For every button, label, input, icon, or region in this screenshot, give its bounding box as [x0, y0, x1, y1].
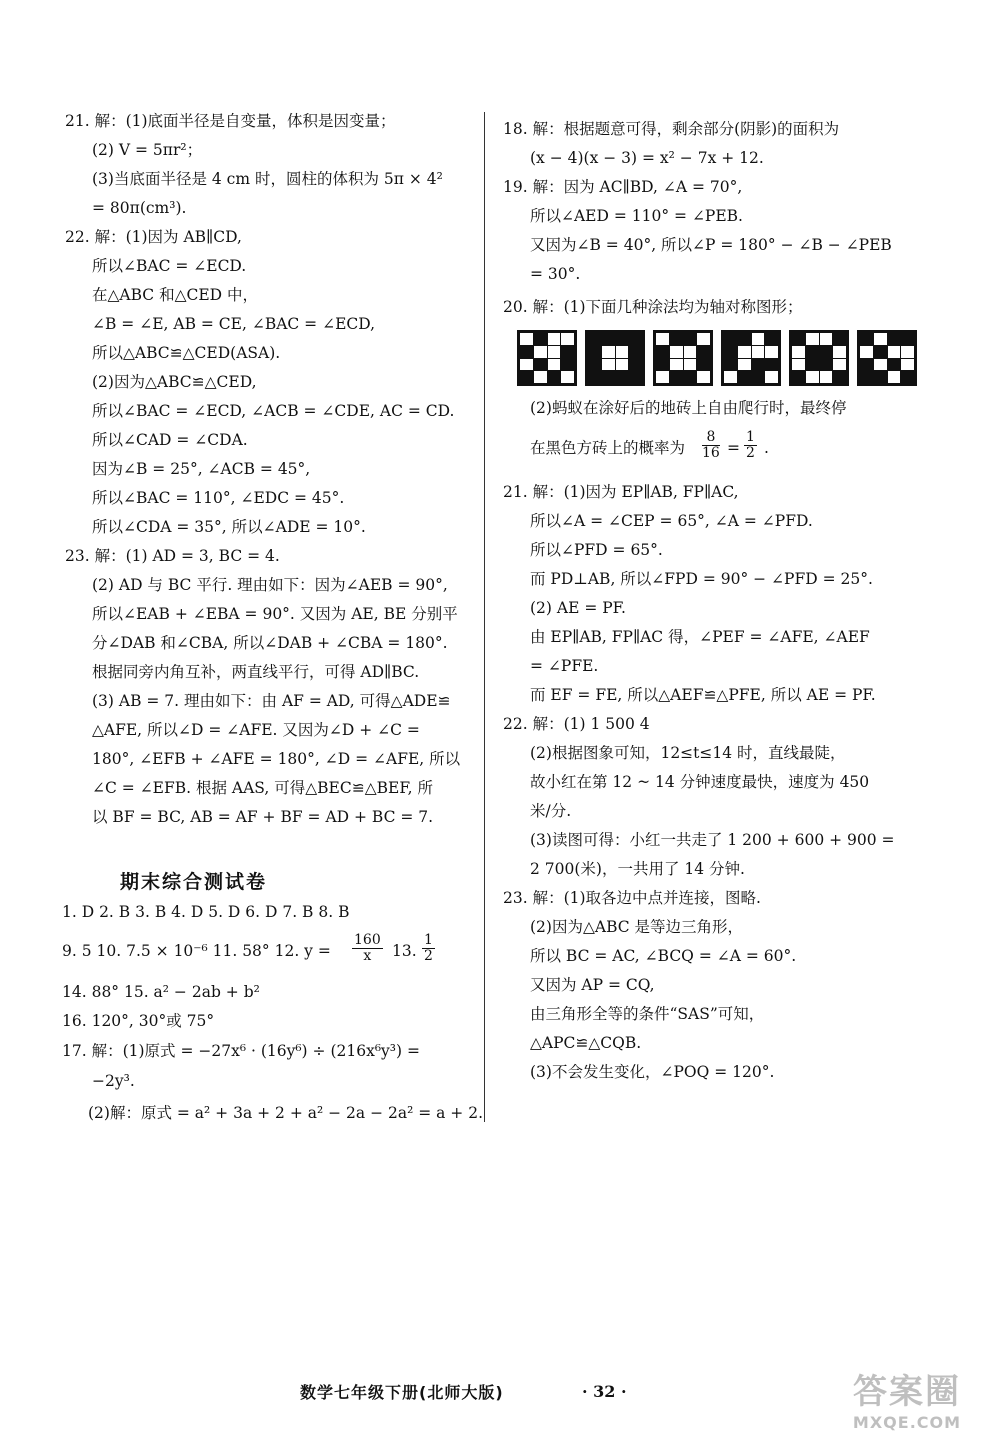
black-cell: [820, 346, 833, 358]
answer-line: 所以∠BAC = ∠ECD, ∠ACB = ∠CDE, AC = CD.: [92, 402, 455, 420]
black-cell: [629, 346, 642, 358]
tile-figure: [789, 330, 849, 386]
black-cell: [792, 371, 805, 383]
answer-line: 所以∠PFD = 65°.: [530, 541, 663, 559]
black-cell: [670, 371, 683, 383]
white-cell: [765, 346, 778, 358]
fraction-denominator: 2: [424, 948, 433, 964]
tile-figure: [857, 330, 917, 386]
answer-line: 2 700(米)，一共用了 14 分钟.: [530, 860, 745, 878]
answer-line: 9. 5 10. 7.5 × 10⁻⁶ 11. 58° 12. y =: [62, 942, 331, 960]
fraction-denominator: 2: [746, 445, 755, 461]
black-cell: [520, 371, 533, 383]
black-cell: [860, 371, 873, 383]
answer-line: 所以∠AED = 110° = ∠PEB.: [530, 207, 743, 225]
answer-line: −2y³.: [92, 1072, 135, 1090]
black-cell: [697, 359, 710, 371]
answer-line: (3)不会发生变化，∠POQ = 120°.: [530, 1063, 775, 1081]
answer-line: 16. 120°, 30°或 75°: [62, 1012, 215, 1030]
watermark-logo: [832, 1364, 982, 1439]
white-cell: [684, 346, 697, 358]
fraction-denominator: 16: [702, 445, 720, 461]
black-cell: [738, 371, 751, 383]
white-cell: [874, 333, 887, 345]
white-cell: [888, 371, 901, 383]
white-cell: [602, 359, 615, 371]
white-cell: [548, 359, 561, 371]
answer-line: 分∠DAB 和∠CBA, 所以∠DAB + ∠CBA = 180°.: [92, 634, 448, 652]
answer-line: 而 PD⊥AB, 所以∠FPD = 90° − ∠PFD = 25°.: [530, 570, 873, 588]
answer-line: 1. D 2. B 3. B 4. D 5. D 6. D 7. B 8. B: [62, 903, 350, 921]
answer-line: (2)解：原式 = a² + 3a + 2 + a² − 2a − 2a² = a + 2.: [88, 1104, 484, 1122]
black-cell: [616, 371, 629, 383]
fraction-denominator: x: [363, 948, 372, 964]
answer-line: (3)读图可得：小红一共走了 1 200 + 600 + 900 =: [530, 831, 895, 849]
white-cell: [806, 333, 819, 345]
white-cell: [833, 346, 846, 358]
black-cell: [738, 333, 751, 345]
answer-line: 所以∠BAC = ∠ECD.: [92, 257, 247, 275]
answer-line: 所以 BC = AC, ∠BCQ = ∠A = 60°.: [530, 947, 797, 965]
page-number: · 32 ·: [582, 1382, 627, 1401]
white-cell: [820, 371, 833, 383]
white-cell: [602, 346, 615, 358]
black-cell: [724, 333, 737, 345]
fraction-13: [422, 933, 435, 964]
probability-fraction: [702, 430, 720, 461]
white-cell: [697, 333, 710, 345]
black-cell: [684, 371, 697, 383]
black-cell: [860, 359, 873, 371]
black-cell: [752, 359, 765, 371]
black-cell: [561, 346, 574, 358]
black-cell: [901, 333, 914, 345]
answer-line: 所以∠CAD = ∠CDA.: [92, 431, 248, 449]
white-cell: [888, 346, 901, 358]
answer-line: 14. 88° 15. a² − 2ab + b²: [62, 983, 260, 1001]
answer-line: 所以∠CDA = 35°, 所以∠ADE = 10°.: [92, 518, 366, 536]
black-cell: [833, 371, 846, 383]
fraction-12: [352, 933, 383, 964]
period: .: [764, 439, 769, 457]
answer-line: 21. 解：(1)因为 EP∥AB, FP∥AC,: [503, 483, 739, 501]
answer-line: 所以∠BAC = 110°, ∠EDC = 45°.: [92, 489, 345, 507]
black-cell: [629, 359, 642, 371]
answer-line: (2) AE = PF.: [530, 599, 626, 617]
black-cell: [792, 333, 805, 345]
black-cell: [833, 333, 846, 345]
answer-line: = 80π(cm³).: [92, 199, 187, 217]
black-cell: [588, 371, 601, 383]
black-cell: [765, 359, 778, 371]
answer-line: △APC≌△CQB.: [530, 1034, 642, 1052]
black-cell: [888, 359, 901, 371]
white-cell: [765, 371, 778, 383]
black-cell: [588, 359, 601, 371]
white-cell: [792, 359, 805, 371]
black-cell: [602, 371, 615, 383]
white-cell: [901, 359, 914, 371]
fraction-numerator: 1: [424, 932, 433, 948]
black-cell: [520, 346, 533, 358]
white-cell: [520, 333, 533, 345]
white-cell: [616, 359, 629, 371]
white-cell: [670, 346, 683, 358]
answer-line: 又因为∠B = 40°, 所以∠P = 180° − ∠B − ∠PEB: [530, 236, 892, 254]
black-cell: [534, 359, 547, 371]
white-cell: [520, 359, 533, 371]
black-cell: [724, 359, 737, 371]
answer-line: = 30°.: [530, 265, 581, 283]
answer-line: 以 BF = BC, AB = AF + BF = AD + BC = 7.: [92, 808, 434, 826]
answer-line: 23. 解：(1) AD = 3, BC = 4.: [65, 547, 280, 565]
answer-line: 由三角形全等的条件“SAS”可知，: [530, 1005, 765, 1023]
white-cell: [656, 371, 669, 383]
white-cell: [548, 346, 561, 358]
black-cell: [656, 346, 669, 358]
white-cell: [752, 333, 765, 345]
black-cell: [670, 333, 683, 345]
answer-line: 19. 解：因为 AC∥BD, ∠A = 70°,: [503, 178, 743, 196]
black-cell: [874, 346, 887, 358]
white-cell: [738, 346, 751, 358]
answer-line: 22. 解：(1)因为 AB∥CD,: [65, 228, 242, 246]
white-cell: [820, 333, 833, 345]
black-cell: [561, 359, 574, 371]
white-cell: [901, 346, 914, 358]
answer-line: 故小红在第 12 ~ 14 分钟速度最快，速度为 450: [530, 773, 870, 791]
black-cell: [616, 333, 629, 345]
answer-line: (2) AD 与 BC 平行. 理由如下：因为∠AEB = 90°,: [92, 576, 448, 594]
watermark-sub: MXQE.COM: [852, 1413, 962, 1432]
black-cell: [629, 333, 642, 345]
symmetric-tile-figures: [517, 330, 957, 388]
black-cell: [656, 359, 669, 371]
fraction-numerator: 8: [702, 430, 720, 446]
black-cell: [901, 371, 914, 383]
answer-line: 22. 解：(1) 1 500 4: [503, 715, 650, 733]
equals-sign: =: [727, 439, 740, 457]
answer-line: 所以∠A = ∠CEP = 65°, ∠A = ∠PFD.: [530, 512, 813, 530]
white-cell: [738, 359, 751, 371]
white-cell: [616, 346, 629, 358]
answer-line: 17. 解：(1)原式 = −27x⁶ · (16y⁶) ÷ (216x⁶y³) =: [62, 1042, 420, 1060]
white-cell: [752, 346, 765, 358]
white-cell: [792, 346, 805, 358]
answer-line: 21. 解：(1)底面半径是自变量，体积是因变量；: [65, 112, 396, 130]
tile-figure: [653, 330, 713, 386]
black-cell: [806, 359, 819, 371]
white-cell: [684, 359, 697, 371]
white-cell: [874, 359, 887, 371]
black-cell: [588, 346, 601, 358]
white-cell: [670, 359, 683, 371]
answer-line: 在黑色方砖上的概率为: [530, 439, 686, 457]
answer-line: 由 EP∥AB, FP∥AC 得，∠PEF = ∠AFE, ∠AEF: [530, 628, 870, 646]
black-cell: [629, 371, 642, 383]
white-cell: [806, 371, 819, 383]
fraction-numerator: 160: [354, 932, 381, 948]
black-cell: [752, 371, 765, 383]
answer-line: 在△ABC 和△CED 中，: [92, 286, 259, 304]
answer-line: (x − 4)(x − 3) = x² − 7x + 12.: [530, 149, 764, 167]
white-cell: [860, 346, 873, 358]
black-cell: [534, 333, 547, 345]
answer-line: 又因为 AP = CQ,: [530, 976, 655, 994]
white-cell: [561, 333, 574, 345]
answer-line: (2)根据图象可知，12≤t≤14 时，直线最陡，: [530, 744, 846, 762]
answer-line: 所以△ABC≌△CED(ASA).: [92, 344, 281, 362]
answer-line: 180°, ∠EFB + ∠AFE = 180°, ∠D = ∠AFE, 所以: [92, 750, 461, 768]
black-cell: [684, 333, 697, 345]
black-cell: [860, 333, 873, 345]
answer-line: 23. 解：(1)取各边中点并连接，图略.: [503, 889, 761, 907]
tile-figure: [721, 330, 781, 386]
white-cell: [561, 371, 574, 383]
section-title: 期末综合测试卷: [120, 871, 268, 893]
white-cell: [697, 371, 710, 383]
footer-title: 数学七年级下册(北师大版): [300, 1383, 504, 1402]
answer-line: (2) V = 5πr²；: [92, 141, 203, 159]
white-cell: [534, 346, 547, 358]
answer-line: ∠C = ∠EFB. 根据 AAS, 可得△BEC≌△BEF, 所: [92, 779, 434, 797]
black-cell: [724, 346, 737, 358]
white-cell: [724, 371, 737, 383]
answer-line: 18. 解：根据题意可得，剩余部分(阴影)的面积为: [503, 120, 840, 138]
answer-line: ∠B = ∠E, AB = CE, ∠BAC = ∠ECD,: [92, 315, 376, 333]
black-cell: [888, 333, 901, 345]
black-cell: [765, 333, 778, 345]
answer-line: (3)当底面半径是 4 cm 时，圆柱的体积为 5π × 4²: [92, 170, 443, 188]
answer-line: (2)因为△ABC≌△CED,: [92, 373, 257, 391]
tile-figure: [517, 330, 577, 386]
black-cell: [874, 371, 887, 383]
fraction-numerator: 1: [746, 429, 755, 445]
black-cell: [806, 346, 819, 358]
answer-line: = ∠PFE.: [530, 657, 599, 675]
black-cell: [697, 346, 710, 358]
white-cell: [548, 333, 561, 345]
answer-line: 米/分.: [530, 802, 572, 820]
black-cell: [602, 333, 615, 345]
answer-line: 而 EF = FE, 所以△AEF≌△PFE, 所以 AE = PF.: [530, 686, 876, 704]
tile-figure: [585, 330, 645, 386]
answer-line: (2)蚂蚁在涂好后的地砖上自由爬行时，最终停: [530, 399, 847, 417]
black-cell: [588, 333, 601, 345]
answer-line: 所以∠EAB + ∠EBA = 90°. 又因为 AE, BE 分别平: [92, 605, 458, 623]
answer-line: 因为∠B = 25°, ∠ACB = 45°,: [92, 460, 311, 478]
black-cell: [548, 371, 561, 383]
white-cell: [534, 371, 547, 383]
answer-line: △AFE, 所以∠D = ∠AFE. 又因为∠D + ∠C =: [92, 721, 420, 739]
white-cell: [656, 333, 669, 345]
answer-line: 根据同旁内角互补，两直线平行，可得 AD∥BC.: [92, 663, 420, 681]
white-cell: [833, 359, 846, 371]
probability-fraction: [744, 430, 757, 461]
black-cell: [820, 359, 833, 371]
watermark-main: 答案圈: [853, 1372, 961, 1412]
column-divider: [484, 112, 485, 1122]
answer-line: 20. 解：(1)下面几种涂法均为轴对称图形；: [503, 298, 803, 316]
answer-line: (3) AB = 7. 理由如下：由 AF = AD, 可得△ADE≌: [92, 692, 451, 710]
answer-line: 13.: [392, 942, 417, 960]
answer-line: (2)因为△ABC 是等边三角形，: [530, 918, 744, 936]
